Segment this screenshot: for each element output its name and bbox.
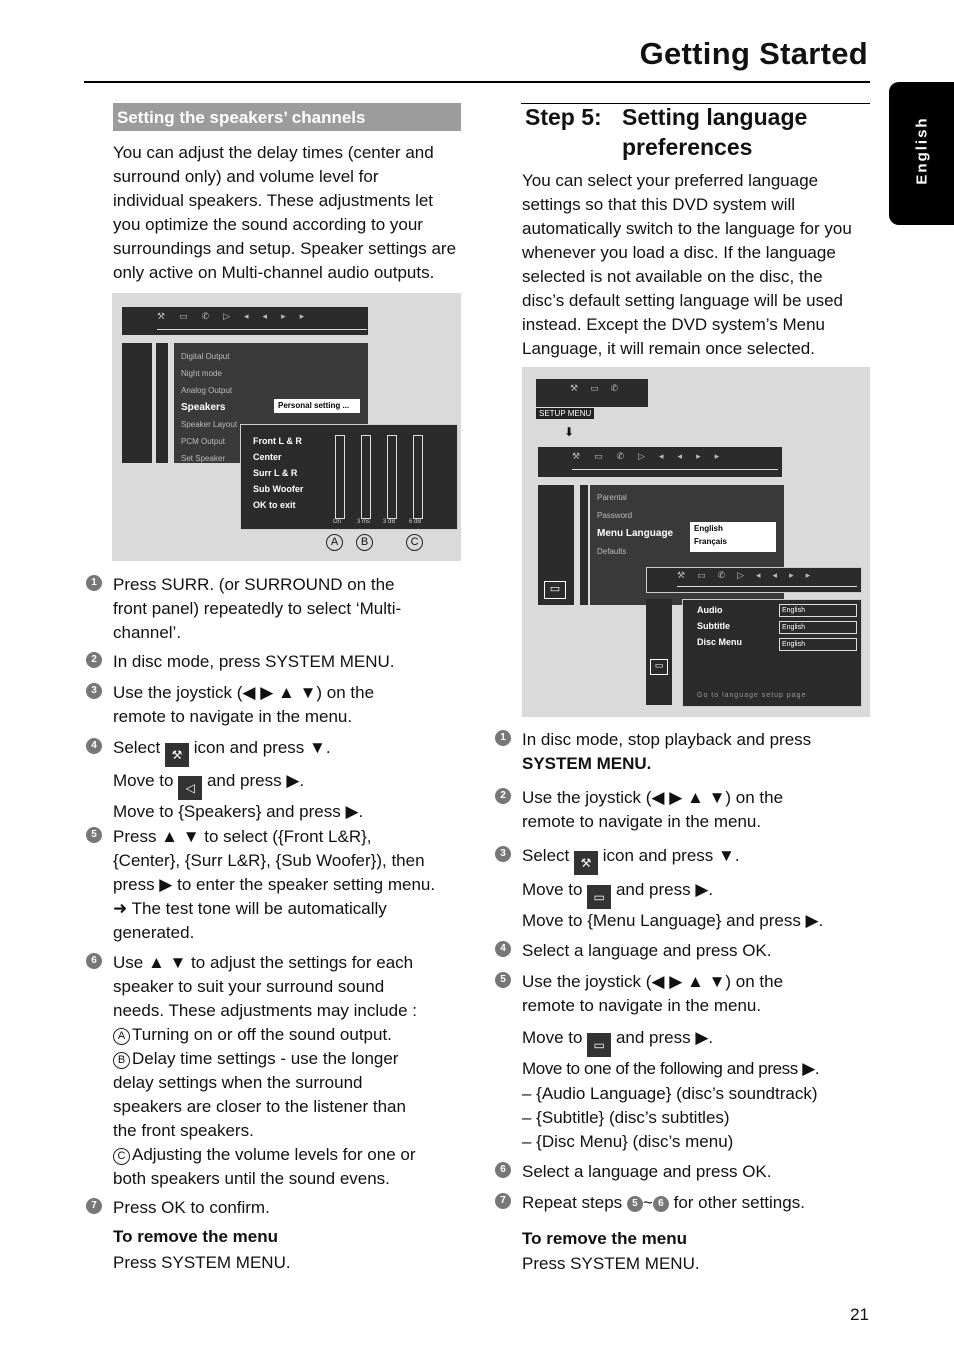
callout-c: C <box>406 534 423 551</box>
menu-tab-icons: ⚒▭✆▷◂◂▸▸ <box>677 570 857 587</box>
speaker-icon: ◁ <box>178 776 202 800</box>
step-title: preferences <box>622 134 753 160</box>
slider-track <box>361 435 371 519</box>
menu-item: Analog Output <box>181 386 233 395</box>
menu-item: Night mode <box>181 369 222 378</box>
language-item: Audio <box>697 605 723 615</box>
step-line: In disc mode, stop playback and press <box>522 730 812 749</box>
step-label: Step 5: <box>525 104 602 130</box>
menu-top-bar <box>538 447 782 477</box>
intro-line: you optimize the sound according to your <box>113 215 423 234</box>
step-line: both speakers until the sound evens. <box>113 1169 390 1188</box>
step-number: 6 <box>495 1162 511 1178</box>
callout-labels <box>326 534 425 551</box>
right-step-3-move <box>522 878 823 933</box>
step-line: Use ▲ ▼ to adjust the settings for each <box>113 953 414 972</box>
step-line: Press ▲ ▼ to select ({Front L&R}, <box>113 827 372 846</box>
step-line: SYSTEM MENU. <box>522 754 652 773</box>
language-item: Subtitle <box>697 621 730 631</box>
submenu-side-icons <box>646 599 672 705</box>
step-text: Move to <box>113 771 174 790</box>
arrow-down-icon: ⬇ <box>564 425 575 439</box>
step-text: Move to <box>522 880 583 899</box>
step-text: and press ▶. <box>615 1028 714 1047</box>
step-line: Use the joystick (◀ ▶ ▲ ▼) on the <box>113 683 375 702</box>
briefcase-icon: ▭ <box>544 581 566 599</box>
tools-icon: ⚒ <box>165 743 189 767</box>
callout-b: B <box>356 534 373 551</box>
panel-footer: Go to language setup page <box>697 692 807 699</box>
menu-item: Set Speaker <box>181 454 226 463</box>
menu-option: English <box>694 524 723 533</box>
language-tab-label: English <box>913 116 931 185</box>
step-line: remote to navigate in the menu. <box>522 812 762 831</box>
intro-line: You can adjust the delay times (center and <box>113 143 434 162</box>
menu-top-bar <box>122 307 368 335</box>
language-setup-screenshot <box>522 367 870 717</box>
right-step-7 <box>522 1191 805 1215</box>
language-options-box <box>690 522 776 552</box>
menu-tab-icons: ⚒▭✆ <box>570 383 631 393</box>
menu-side-icons <box>122 343 152 463</box>
right-remove-text: Press SYSTEM MENU. <box>522 1254 700 1273</box>
left-step-1 <box>113 573 465 645</box>
left-remove-text: Press SYSTEM MENU. <box>113 1253 291 1272</box>
intro-line: You can select your preferred language <box>522 171 819 190</box>
menu-side-strip <box>580 485 588 605</box>
step-number: 6 <box>86 953 102 969</box>
slider-label: 3 dB <box>383 519 396 525</box>
left-step-2: In disc mode, press SYSTEM MENU. <box>113 652 395 671</box>
left-step-4 <box>113 736 331 767</box>
step-ref: 6 <box>653 1196 669 1212</box>
step-line: {Center}, {Surr L&R}, {Sub Woofer}), then <box>113 851 425 870</box>
right-step-4: Select a language and press OK. <box>522 941 772 960</box>
step-title: Setting language <box>622 104 808 130</box>
left-intro <box>113 141 465 285</box>
step-number: 5 <box>495 972 511 988</box>
subtitle-icon: ▭ <box>650 659 668 675</box>
right-step-5-move <box>522 1026 819 1081</box>
setup-menu-label: SETUP MENU <box>536 408 594 419</box>
step-text: Delay time settings - use the longer <box>132 1049 399 1068</box>
intro-line: surroundings and setup. Speaker settings are <box>113 239 457 258</box>
step-number: 7 <box>86 1198 102 1214</box>
menu-option: Français <box>694 537 727 546</box>
step-line: Move to {Speakers} and press ▶. <box>113 802 364 821</box>
option-line: – {Audio Language} (disc’s soundtrack) <box>522 1084 818 1103</box>
step-text: Move to <box>522 1028 583 1047</box>
step-text: Select <box>113 738 161 757</box>
speaker-item: Center <box>253 452 282 462</box>
menu-tab-icons: ⚒▭✆▷◂◂▸▸ <box>157 311 367 330</box>
option-line: – {Disc Menu} (disc’s menu) <box>522 1132 734 1151</box>
step-number: 4 <box>495 941 511 957</box>
right-step-5 <box>522 970 783 1018</box>
left-step-7: Press OK to confirm. <box>113 1198 270 1217</box>
right-option-list <box>522 1082 818 1154</box>
speaker-item: Sub Woofer <box>253 484 304 494</box>
speaker-list <box>253 433 303 513</box>
step-ref: 5 <box>627 1196 643 1212</box>
left-step-5 <box>113 825 473 945</box>
menu-item: Password <box>597 511 633 520</box>
step-line: needs. These adjustments may include : <box>113 1001 417 1020</box>
callout-a: A <box>113 1028 130 1045</box>
menu-item-selected: Speakers <box>181 402 226 413</box>
section-heading: Setting the speakers’ channels <box>113 103 461 131</box>
step-line: remote to navigate in the menu. <box>522 996 762 1015</box>
briefcase-icon: ▭ <box>587 885 611 909</box>
step-line: front panel) repeatedly to select ‘Multi- <box>113 599 402 618</box>
language-value: English <box>779 604 857 617</box>
slider-track <box>413 435 423 519</box>
page-number: 21 <box>850 1305 869 1324</box>
language-settings-panel <box>682 599 862 707</box>
step-text: ~ <box>642 1193 653 1212</box>
step-number: 2 <box>495 788 511 804</box>
step-line: Use the joystick (◀ ▶ ▲ ▼) on the <box>522 972 784 991</box>
speaker-item: Front L & R <box>253 436 302 446</box>
step-line: channel’. <box>113 623 182 642</box>
slider-track <box>335 435 345 519</box>
step-line: delay settings when the surround <box>113 1073 363 1092</box>
speaker-settings-panel <box>240 424 458 530</box>
step-line: Press SURR. (or SURROUND on the <box>113 575 395 594</box>
step-number: 5 <box>86 827 102 843</box>
left-step-4-move <box>113 769 363 824</box>
speaker-setup-screenshot <box>112 293 461 561</box>
language-item: Disc Menu <box>697 637 743 647</box>
step-text: Repeat steps <box>522 1193 623 1212</box>
step-line: ➜ The test tone will be automatically <box>113 899 387 918</box>
step-text: and press ▶. <box>206 771 305 790</box>
submenu-top-bar <box>646 567 862 593</box>
callout-a: A <box>326 534 343 551</box>
step-text: Turning on or off the sound output. <box>132 1025 392 1044</box>
step-text: Adjusting the volume levels for one or <box>132 1145 416 1164</box>
tools-icon: ⚒ <box>574 851 598 875</box>
menu-item: Defaults <box>597 547 627 556</box>
intro-line: automatically switch to the language for you <box>522 219 852 238</box>
language-item-list <box>697 602 742 650</box>
slider-label: 3 ms <box>357 519 371 525</box>
step-line: Move to one of the following and press ▶. <box>522 1059 820 1078</box>
left-step-6 <box>113 951 465 1191</box>
step-line: remote to navigate in the menu. <box>113 707 353 726</box>
step-text: Select <box>522 846 570 865</box>
slider-label: 6 dB <box>409 519 422 525</box>
right-step-2 <box>522 786 783 834</box>
step-line: Move to {Menu Language} and press ▶. <box>522 911 824 930</box>
step-line: speakers are closer to the listener than <box>113 1097 406 1116</box>
left-remove-heading: To remove the menu <box>113 1227 278 1246</box>
speaker-item: Surr L & R <box>253 468 298 478</box>
right-step-6: Select a language and press OK. <box>522 1162 772 1181</box>
speaker-item: OK to exit <box>253 500 296 510</box>
intro-line: disc’s default setting language will be used <box>522 291 844 310</box>
right-step-3 <box>522 844 740 875</box>
step-number: 4 <box>86 738 102 754</box>
step-number: 7 <box>495 1193 511 1209</box>
step-text: for other settings. <box>673 1193 805 1212</box>
intro-line: Language, it will remain once selected. <box>522 339 815 358</box>
slider-track <box>387 435 397 519</box>
callout-b: B <box>113 1052 130 1069</box>
menu-side-icons <box>538 485 574 605</box>
intro-line: settings so that this DVD system will <box>522 195 796 214</box>
intro-line: only active on Multi-channel audio outputs. <box>113 263 435 282</box>
menu-item: Digital Output <box>181 352 230 361</box>
left-step-3 <box>113 681 374 729</box>
selected-value-box: Personal setting ... <box>274 399 360 413</box>
intro-line: selected is not available on the disc, the <box>522 267 823 286</box>
step-line: the front speakers. <box>113 1121 254 1140</box>
language-tab <box>889 82 954 225</box>
menu-item: Speaker Layout <box>181 420 238 429</box>
menu-item-selected: Menu Language <box>597 528 674 539</box>
step-number: 3 <box>495 846 511 862</box>
step-text: icon and press ▼. <box>193 738 331 757</box>
menu-tab-icons: ⚒▭✆▷◂◂▸▸ <box>572 451 778 470</box>
menu-item-list <box>181 348 237 467</box>
step-line: press ▶ to enter the speaker setting menu. <box>113 875 436 894</box>
page-title: Getting Started <box>639 36 868 71</box>
step-line: speaker to suit your surround sound <box>113 977 385 996</box>
intro-line: instead. Except the DVD system’s Menu <box>522 315 825 334</box>
step-number: 1 <box>86 575 102 591</box>
right-step-1 <box>522 728 811 776</box>
step-number: 1 <box>495 730 511 746</box>
setup-top-bar <box>536 379 648 407</box>
menu-item-list <box>597 489 673 561</box>
menu-side-strip <box>156 343 168 463</box>
subtitle-icon: ▭ <box>587 1033 611 1057</box>
step-number: 3 <box>86 683 102 699</box>
intro-line: individual speakers. These adjustments let <box>113 191 434 210</box>
step-line: generated. <box>113 923 195 942</box>
callout-c: C <box>113 1148 130 1165</box>
right-intro <box>522 169 872 361</box>
language-value: English <box>779 621 857 634</box>
intro-line: whenever you load a disc. If the language <box>522 243 836 262</box>
right-remove-heading: To remove the menu <box>522 1229 687 1248</box>
menu-item: Parental <box>597 493 627 502</box>
language-value: English <box>779 638 857 651</box>
header-rule <box>84 81 870 83</box>
step-line: Use the joystick (◀ ▶ ▲ ▼) on the <box>522 788 784 807</box>
option-line: – {Subtitle} (disc’s subtitles) <box>522 1108 730 1127</box>
step-text: and press ▶. <box>615 880 714 899</box>
step-number: 2 <box>86 652 102 668</box>
intro-line: surround only) and volume level for <box>113 167 379 186</box>
slider-label: On <box>333 519 342 525</box>
step-text: icon and press ▼. <box>602 846 740 865</box>
language-value-list <box>779 604 857 651</box>
menu-item: PCM Output <box>181 437 226 446</box>
